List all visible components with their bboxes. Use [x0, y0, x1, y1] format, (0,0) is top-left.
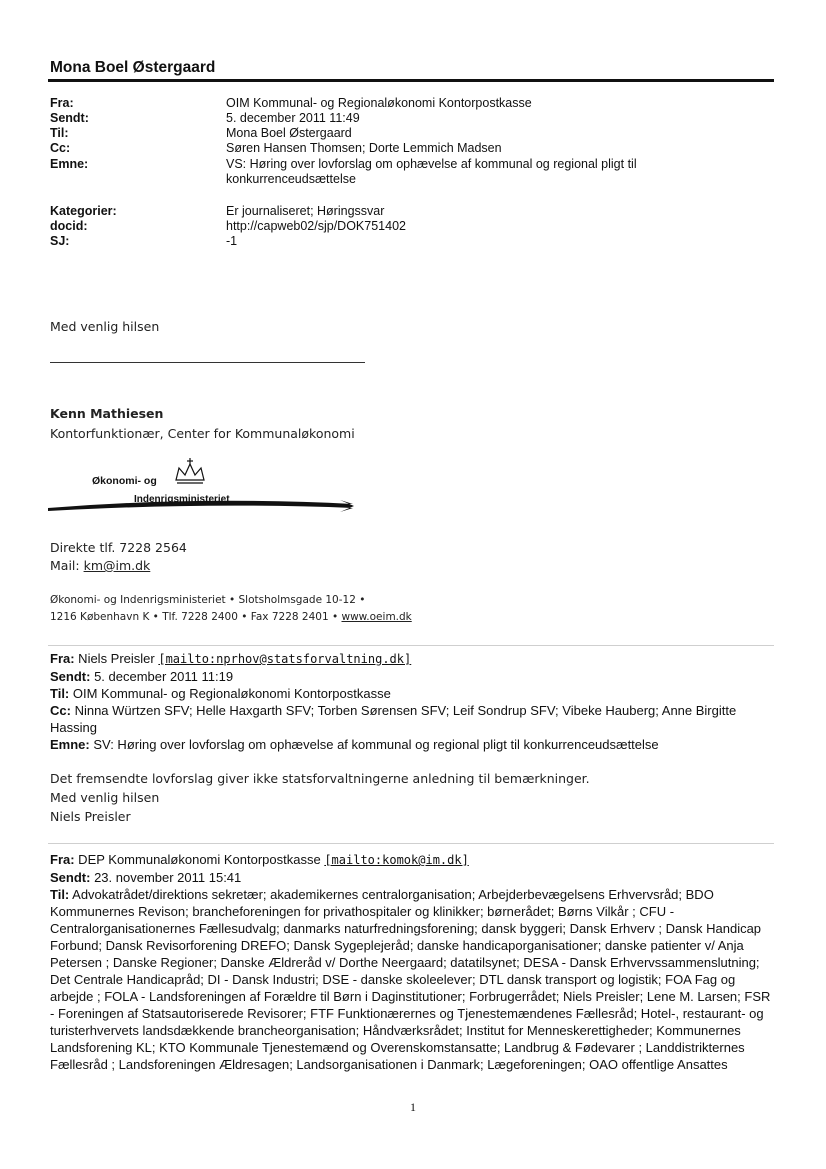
mail2-sendt-label: Sendt:	[50, 870, 91, 885]
mail2-header	[50, 851, 776, 1073]
signature-website-link[interactable]: www.oeim.dk	[341, 611, 412, 623]
field-value-docid: http://capweb02/sjp/DOK751402	[226, 219, 406, 233]
mail1-til-label: Til:	[50, 686, 70, 701]
mail2-fra-value: DEP Kommunaløkonomi Kontorpostkasse	[74, 852, 325, 867]
field-value-kategorier: Er journaliseret; Høringssvar	[226, 204, 385, 218]
field-label-kategorier: Kategorier:	[50, 204, 117, 218]
field-value-fra: OIM Kommunal- og Regionaløkonomi Kontorpostkasse	[226, 96, 532, 110]
mail1-sendt-value: 5. december 2011 11:19	[90, 669, 234, 684]
logo-text-line2: Indenrigsministeriet	[134, 494, 230, 505]
mail1-body-line2: Med venlig hilsen	[50, 790, 160, 805]
mail1-emne-label: Emne:	[50, 737, 90, 752]
mail2-fra-link[interactable]: [mailto:komok@im.dk]	[324, 853, 469, 867]
logo-text-line1: Økonomi- og	[92, 475, 157, 487]
mail1-fra-label: Fra:	[50, 651, 75, 666]
signature-rule	[50, 362, 365, 363]
mail1-sendt-line	[50, 668, 780, 685]
mail2-fra-line	[50, 851, 776, 869]
field-label-cc: Cc:	[50, 141, 71, 155]
field-label-fra: Fra:	[50, 96, 74, 110]
mail1-header	[50, 650, 780, 753]
mail1-fra-line	[50, 650, 780, 668]
document-owner-name: Mona Boel Østergaard	[50, 59, 216, 76]
mail2-fra-label: Fra:	[50, 852, 75, 867]
field-label-sendt: Sendt:	[50, 111, 89, 125]
field-label-emne: Emne:	[50, 157, 89, 171]
field-label-sj: SJ:	[50, 234, 70, 248]
field-label-til: Til:	[50, 126, 69, 140]
mail1-cc-value: Ninna Würtzen SFV; Helle Haxgarth SFV; Torben Sørensen SFV; Leif Sondrup SFV; Vibeke Hauberg; Anne Birgitte Hassing	[50, 703, 737, 735]
signature-mail-line	[50, 558, 150, 573]
mail1-til-line	[50, 685, 780, 702]
signature-address-1: Økonomi- og Indenrigsministeriet • Slotsholmsgade 10-12 •	[50, 594, 366, 606]
mail1-body-line3: Niels Preisler	[50, 809, 131, 824]
mail1-cc-label: Cc:	[50, 703, 71, 718]
field-label-docid: docid:	[50, 219, 88, 233]
mail2-sendt-value: 23. november 2011 15:41	[90, 870, 242, 885]
signature-greeting: Med venlig hilsen	[50, 319, 160, 334]
mail1-separator	[48, 645, 774, 646]
field-value-til: Mona Boel Østergaard	[226, 126, 352, 140]
page-number: 1	[410, 1100, 416, 1114]
mail2-til-label: Til:	[50, 887, 70, 902]
field-value-emne: VS: Høring over lovforslag om ophævelse af kommunal og regional pligt til konkurrenceudsættelse	[226, 157, 637, 186]
mail2-sendt-line	[50, 869, 776, 886]
header-rule	[48, 79, 774, 82]
crown-icon	[48, 456, 368, 520]
mail2-separator	[48, 843, 774, 844]
ministry-logo	[48, 456, 368, 520]
signature-name: Kenn Mathiesen	[50, 406, 164, 421]
field-value-cc: Søren Hansen Thomsen; Dorte Lemmich Madsen	[226, 141, 502, 155]
mail1-body-line1: Det fremsendte lovforslag giver ikke statsforvaltningerne anledning til bemærkninger.	[50, 771, 590, 786]
mail1-emne-value: SV: Høring over lovforslag om ophævelse af kommunal og regional pligt til konkurrenceudsættelse	[89, 737, 659, 752]
mail1-fra-value: Niels Preisler	[74, 651, 159, 666]
mail1-fra-link[interactable]: [mailto:nprhov@statsforvaltning.dk]	[158, 652, 412, 666]
signature-address-2	[50, 611, 412, 623]
signature-mail-label: Mail:	[50, 558, 84, 573]
mail1-til-value: OIM Kommunal- og Regionaløkonomi Kontorpostkasse	[69, 686, 391, 701]
signature-title: Kontorfunktionær, Center for Kommunaløkonomi	[50, 426, 355, 441]
mail1-sendt-label: Sendt:	[50, 669, 91, 684]
mail1-cc-line	[50, 702, 780, 736]
field-value-sendt: 5. december 2011 11:49	[226, 111, 360, 125]
signature-phone: Direkte tlf. 7228 2564	[50, 540, 187, 555]
field-value-sj: -1	[226, 234, 238, 248]
signature-mail-link[interactable]: km@im.dk	[83, 558, 151, 573]
mail1-emne-line	[50, 736, 780, 753]
mail2-til-line	[50, 886, 776, 1073]
signature-address-2-text: 1216 København K • Tlf. 7228 2400 • Fax 7228 2401 •	[50, 611, 342, 623]
mail2-til-value: Advokatrådet/direktions sekretær; akademikernes centralorganisation; Arbejderbevægelsens Erhvervsråd; BDO Kommunernes Revison; brancheforeningen for privathospitaler og klinikker; børnerådet; Børns Vilkår ; CFU - Centralorganisationernes Fællesudvalg; danmarks naturfredningsforening; dansk byggeri; Dansk Erhverv ; Dansk Handicap Forbund; Dansk Revisorforening DREFO; Dansk Sygeplejeråd; danske handicaporganisationer; danske patienter v/ Anja Petersen ; Danske Regioner; Danske Ældreråd v/ Dorthe Neergaard; datatilsynet; DESA - Dansk Erhvervssammenslutning; Det Centrale Handicapråd; DI - Dansk Industri; DSE - danske skoleelever; DTL dansk transport og logistik; FOA Fag og arbejde ; FOLA - Landsforeningen af Forældre til Børn i Daginstitutioner; Forbrugerrådet; Niels Preisler; Lene M. Larsen; FSR - Foreningen af Statsautoriserede Revisorer; FTF Funktionærernes og Tjenestemændenes Fællesråd; Hotel-, restaurant- og turisterhvervets landsdækkende brancheorganisation; Håndværksrådet; Institut for Menneskerettigheder; Kommunernes Landsforening KL; KTO Kommunale Tjenestemænd og Overenskomstansatte; Landbrug & Fødevarer ; Landdistrikternes Fællesråd ; Landsforeningen Ældresagen; Landsorganisationen i Danmark; Lægeforeningen; OAO offentlige Ansattes	[50, 887, 771, 1072]
mail1-body	[50, 769, 780, 826]
